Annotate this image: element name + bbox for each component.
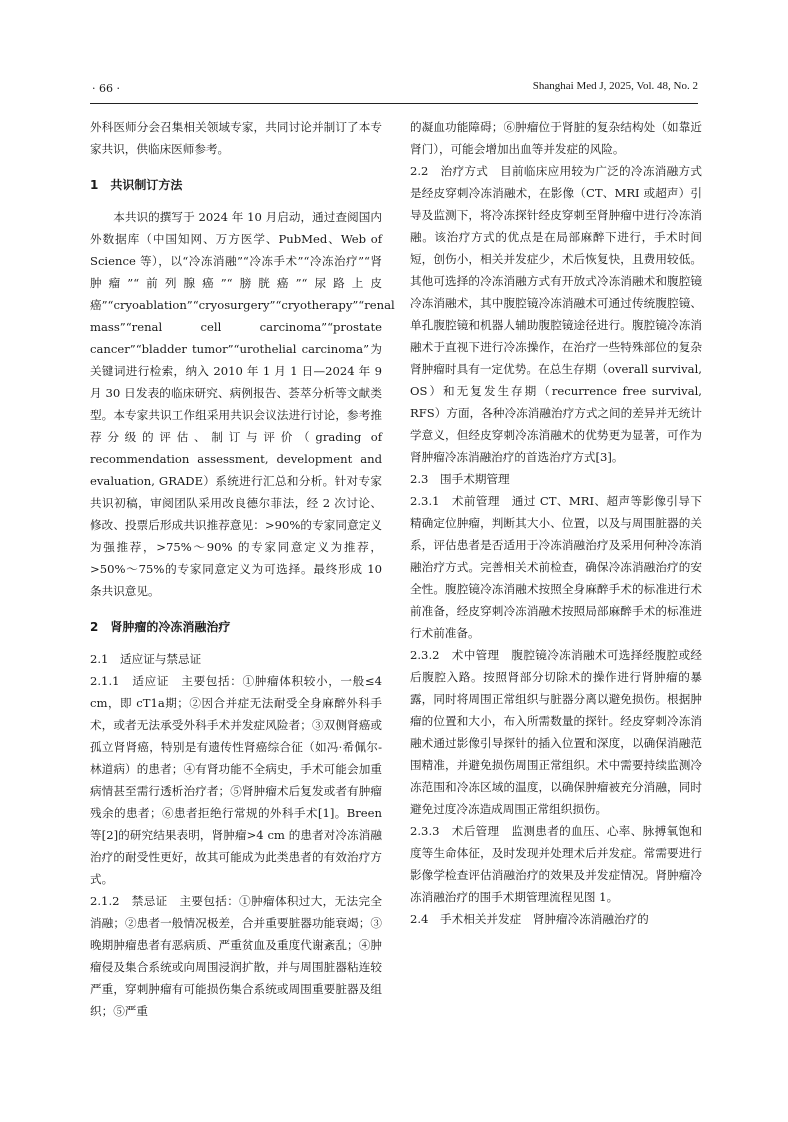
section-heading: 2 肾肿瘤的冷冻消融治疗	[90, 620, 231, 634]
page-number: · 66 ·	[92, 82, 120, 95]
right-column	[410, 116, 702, 930]
section-heading: 1 共识制订方法	[90, 178, 183, 192]
paragraph: 外科医师分会召集相关领域专家，共同讨论并制订了本专家共识，供临床医师参考。	[90, 120, 382, 156]
paragraph: 2.3.3 术后管理 监测患者的血压、心率、脉搏氧饱和度等生命体征，及时发现并处理术后并发症。常需要进行影像学检查评估消融治疗的效果及并发症情况。肾肿瘤冷冻消融治疗的围手术期管理流程见图 1。	[410, 824, 702, 904]
paragraph: 2.3.1 术前管理 通过 CT、MRI、超声等影像引导下精确定位肿瘤，判断其大小、位置，以及与周围脏器的关系，评估患者是否适用于冷冻消融治疗及采用何种冷冻消融治疗方式。完善相关术前检查，确保冷冻消融治疗的安全性。腹腔镜冷冻消融术按照全身麻醉手术的标准进行术前准备，经皮穿刺冷冻消融术按照局部麻醉手术的标准进行术前准备。	[410, 494, 702, 640]
paragraph: 2.1.2 禁忌证 主要包括：①肿瘤体积过大，无法完全消融；②患者一般情况极差，合并重要脏器功能衰竭；③晚期肿瘤患者有恶病质、严重贫血及重度代谢紊乱；④肿瘤侵及集合系统或向周围浸润扩散，并与周围脏器粘连较严重，穿刺肿瘤有可能损伤集合系统或周围重要脏器及组织；⑤严重	[90, 894, 382, 1018]
paragraph: 2.3.2 术中管理 腹腔镜冷冻消融术可选择经腹腔或经后腹腔入路。按照肾部分切除术的操作进行肾肿瘤的暴露，同时将周围正常组织与脏器分离以避免损伤。根据肿瘤的位置和大小，布入所需数量的探针。经皮穿刺冷冻消融术通过影像引导探针的插入位置和深度，以确保消融范围精准，并避免损伤周围正常组织。术中需要持续监测冷冻范围和冷冻区域的温度，以确保肿瘤被充分消融，同时避免过度冷冻造成周围正常组织损伤。	[410, 648, 702, 816]
paragraph: 本共识的撰写于 2024 年 10 月启动，通过查阅国内外数据库（中国知网、万方医学、PubMed、Web of Science 等），以“冷冻消融”“冷冻手术”“冷冻治疗”“肾肿瘤”“前列腺癌”“膀胱癌”“尿路上皮癌”“cryoablation”“cryosurgery”“cryotherapy”“renal mass”“renal cell carcinoma”“prostate cancer”“bladder tumor”“urothelial carcinoma”为关键词进行检索，纳入 2010 年 1 月 1 日—2024 年 9 月 30 日发表的临床研究、病例报告、荟萃分析等文献类型。本专家共识工作组采用共识会议法进行讨论，参考推荐分级的评估、制订与评价（grading of recommendation assessment, development and evaluation, GRADE）系统进行汇总和分析。针对专家共识初稿，审阅团队采用改良德尔菲法，经 2 次讨论、修改、投票后形成共识推荐意见：>90%的专家同意定义为强推荐，>75%～90% 的专家同意定义为推荐，>50%～75%的专家同意定义为可选择。最终形成 10 条共识意见。	[90, 210, 395, 598]
paragraph: 2.1.1 适应证 主要包括：①肿瘤体积较小，一般≤4 cm，即 cT1a期；②因合并症无法耐受全身麻醉外科手术，或者无法承受外科手术并发症风险者；③双侧肾癌或孤立肾肾癌，特别是有遗传性肾癌综合征（如冯·希佩尔-林道病）的患者；④有肾功能不全病史，手术可能会加重病情甚至需行透析治疗者；⑤肾肿瘤术后复发或者有肿瘤残余的患者；⑥患者拒绝行常规的外科手术[1]。Breen等[2]的研究结果表明，肾肿瘤>4 cm 的患者对冷冻消融治疗的耐受性更好，故其可能成为此类患者的有效治疗方式。	[90, 674, 382, 886]
header-rule	[90, 103, 698, 104]
subsection-heading: 2.1 适应证与禁忌证	[90, 652, 202, 666]
paragraph: 2.4 手术相关并发症 肾肿瘤冷冻消融治疗的	[410, 912, 649, 926]
left-column	[90, 116, 395, 1022]
paragraph: 2.2 治疗方式 目前临床应用较为广泛的冷冻消融方式是经皮穿刺冷冻消融术，在影像（CT、MRI 或超声）引导及监测下，将冷冻探针经皮穿刺至肾肿瘤中进行冷冻消融。该治疗方式的优点是在局部麻醉下进行，手术时间短，创伤小，相关并发症少，术后恢复快，且费用较低。其他可选择的冷冻消融方式有开放式冷冻消融术和腹腔镜冷冻消融术，其中腹腔镜冷冻消融术可通过传统腹腔镜、单孔腹腔镜和机器人辅助腹腔镜途径进行。腹腔镜冷冻消融术于直视下进行冷冻操作，在治疗一些特殊部位的复杂肾肿瘤时具有一定优势。在总生存期（overall survival, OS）和无复发生存期（recurrence free survival, RFS）方面，各种冷冻消融治疗方式之间的差异并无统计学意义，但经皮穿刺冷冻消融术的优势更为显著，可作为肾肿瘤冷冻消融治疗的首选治疗方式[3]。	[410, 164, 702, 464]
paragraph: 的凝血功能障碍；⑥肿瘤位于肾脏的复杂结构处（如靠近肾门），可能会增加出血等并发症的风险。	[410, 120, 702, 156]
journal-citation: Shanghai Med J, 2025, Vol. 48, No. 2	[532, 80, 698, 92]
subsection-heading: 2.3 围手术期管理	[410, 472, 510, 486]
